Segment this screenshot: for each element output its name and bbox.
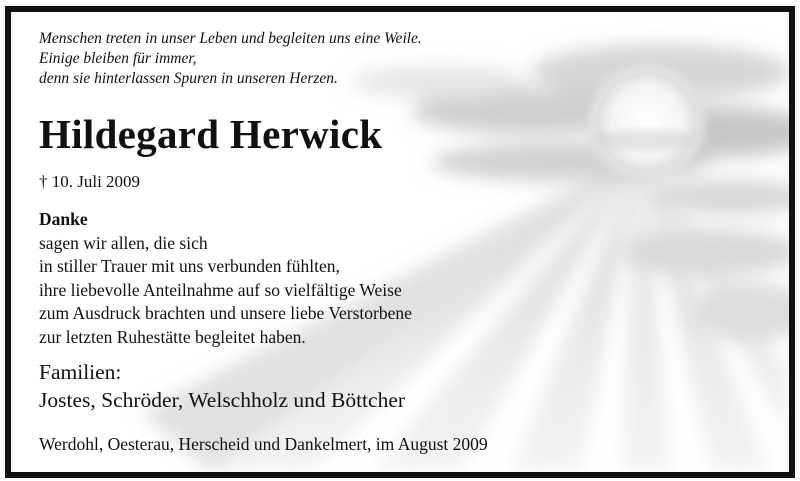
thanks-line: zur letzten Ruhestätte begleitet haben.	[39, 326, 306, 347]
thanks-text	[39, 208, 412, 349]
place-date: Werdohl, Oesterau, Herscheid und Dankelmert, im August 2009	[39, 434, 488, 454]
families	[39, 358, 405, 414]
death-date: † 10. Juli 2009	[39, 172, 141, 191]
thanks-line: zum Ausdruck brachten und unsere liebe Verstorbene	[39, 303, 412, 323]
families-label: Familien:	[39, 360, 122, 384]
motto-line: Menschen treten in unser Leben und begleiten uns eine Weile.	[39, 30, 422, 47]
motto	[39, 29, 422, 89]
motto-line: denn sie hinterlassen Spuren in unseren Herzen.	[39, 70, 338, 87]
obituary-content	[11, 12, 789, 472]
motto-line: Einige bleiben für immer,	[39, 50, 197, 67]
families-names: Jostes, Schröder, Welschholz und Böttcher	[39, 388, 406, 412]
thanks-line: sagen wir allen, die sich	[39, 232, 208, 253]
obituary-card	[5, 6, 795, 478]
thanks-heading: Danke	[39, 209, 88, 229]
thanks-line: in stiller Trauer mit uns verbunden fühlten,	[39, 256, 340, 276]
deceased-name: Hildegard Herwick	[39, 111, 383, 157]
thanks-line: ihre liebevolle Anteilnahme auf so vielfältige Weise	[39, 279, 402, 300]
